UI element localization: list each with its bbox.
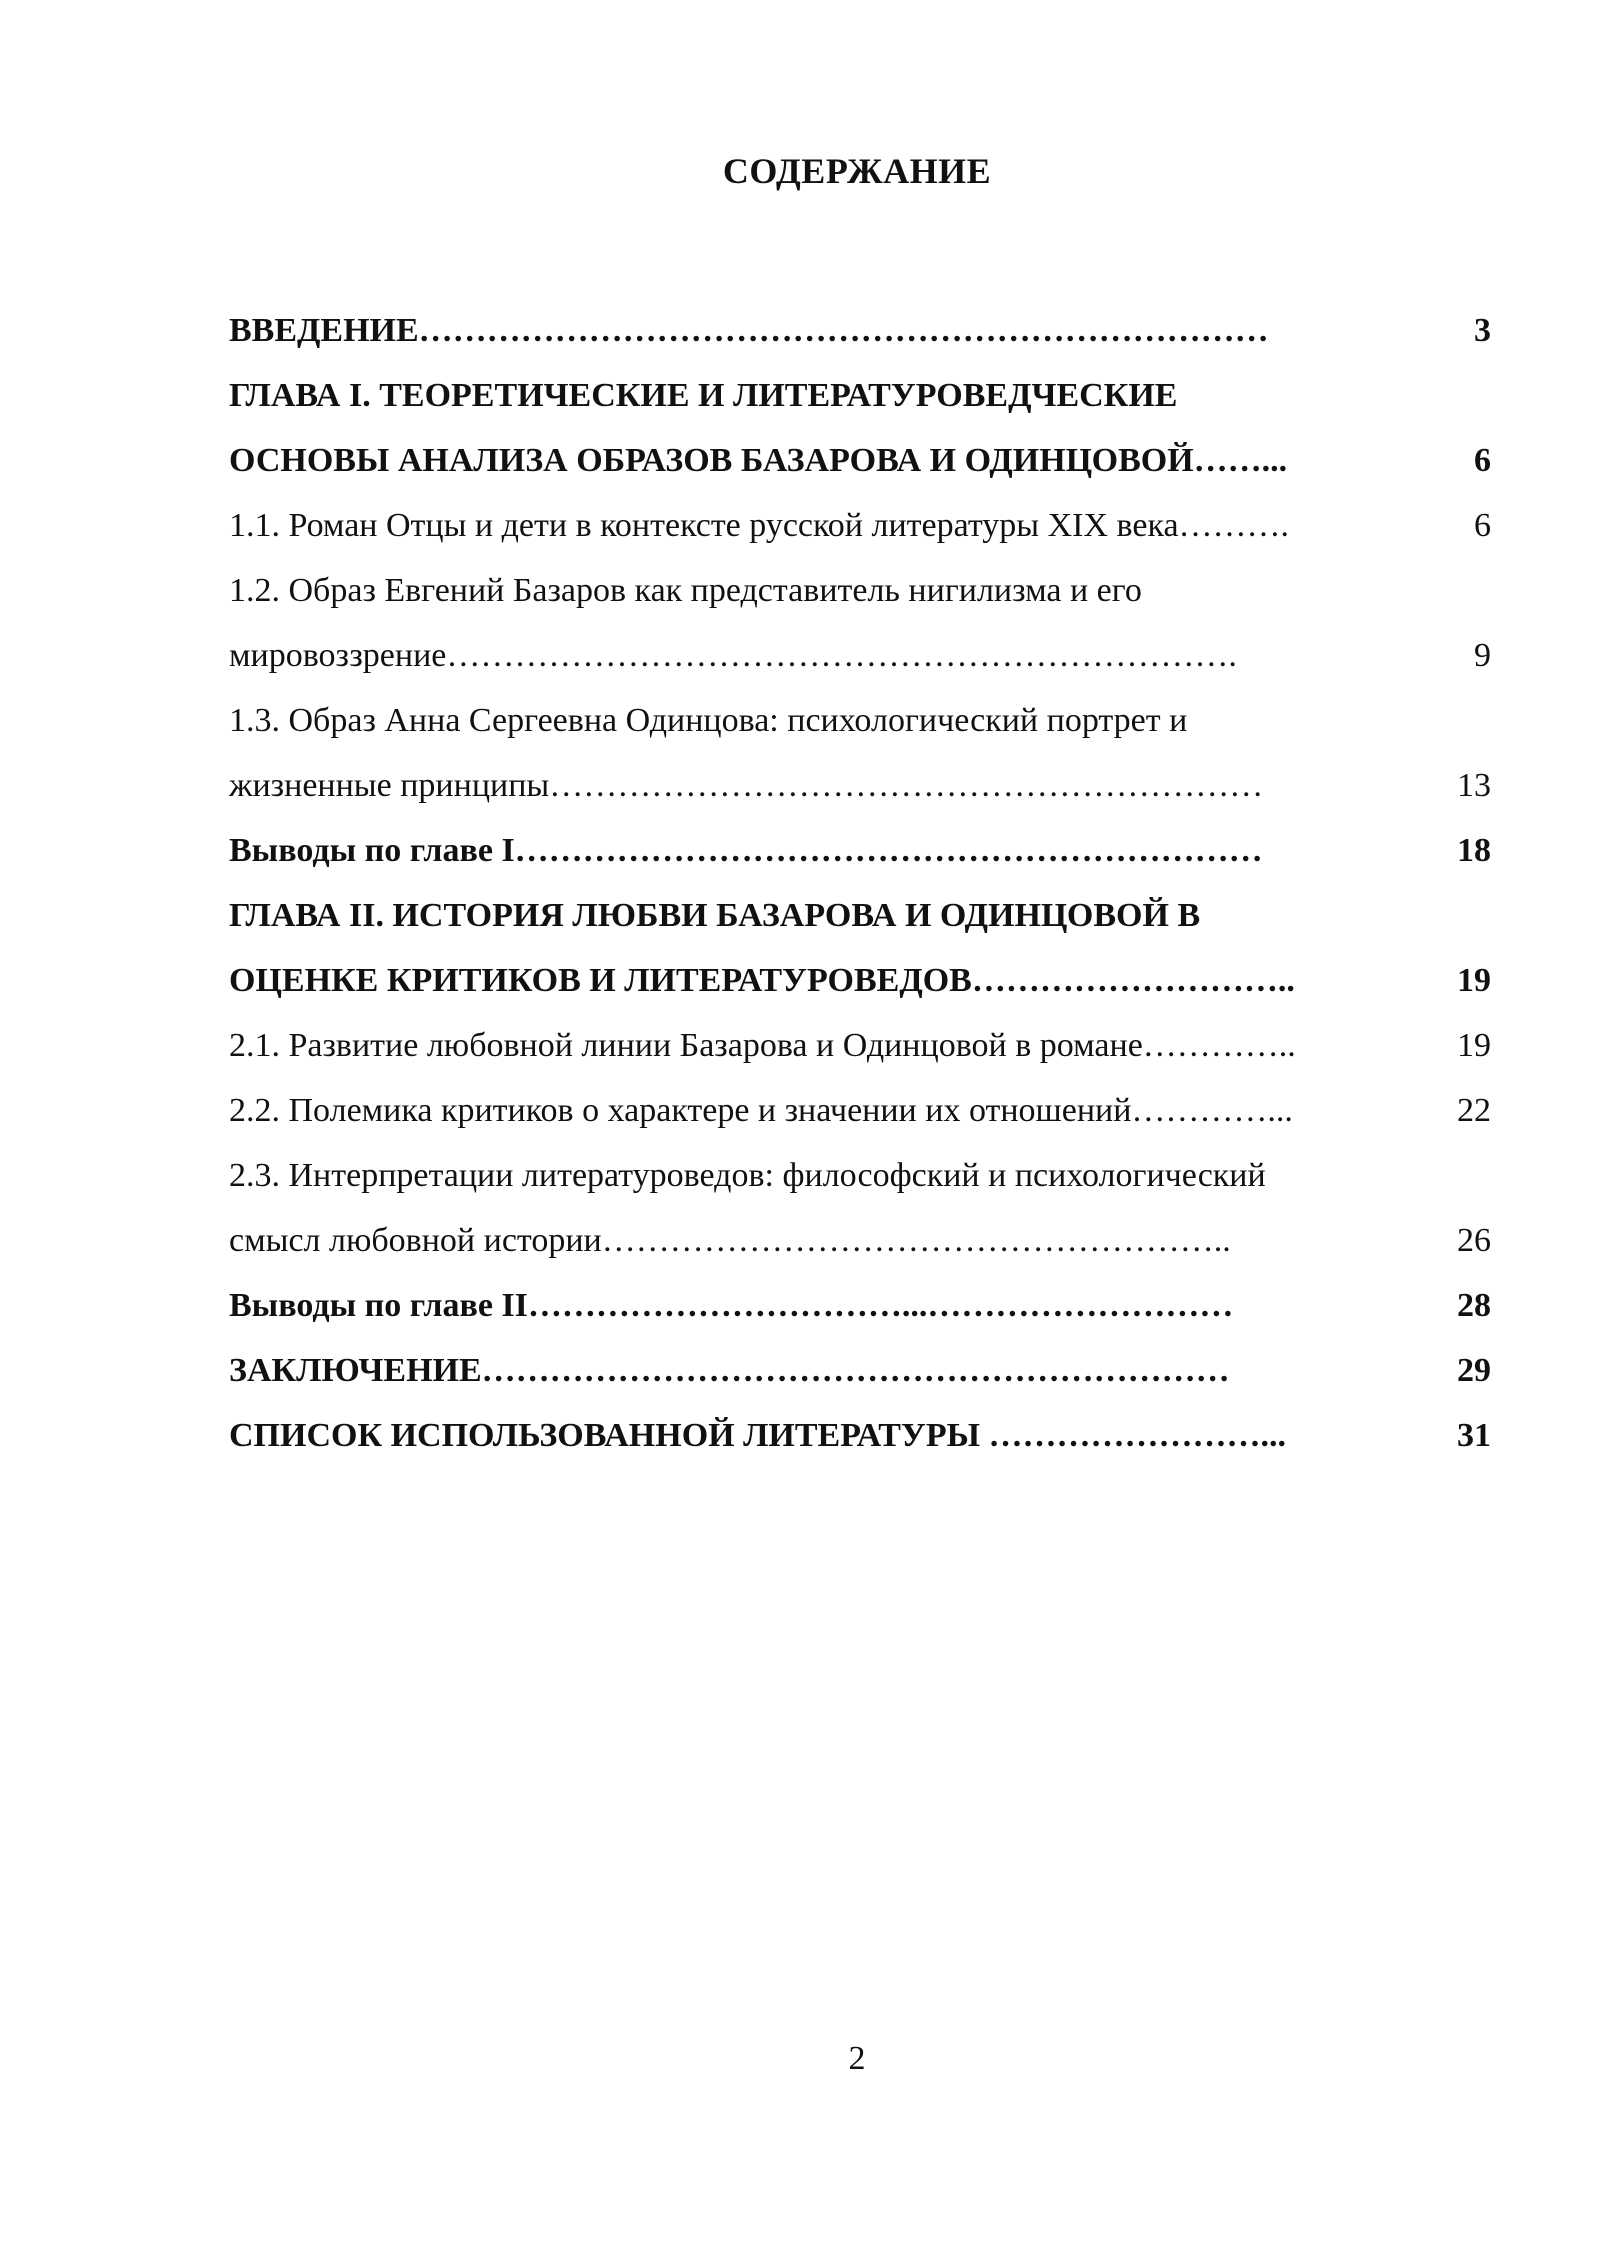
toc-entry-page-number: 19 (1457, 1027, 1491, 1064)
toc-entry-title (229, 1403, 1401, 1468)
toc-entry-line: Выводы по главе II……………………………...……………………… (229, 1287, 1234, 1324)
toc-entry-title (229, 558, 1401, 688)
toc-entry-title (229, 298, 1401, 363)
toc-entry (229, 1403, 1491, 1468)
toc-entry-title (229, 1338, 1401, 1403)
toc-entry (229, 1338, 1491, 1403)
toc-entry (229, 818, 1491, 883)
toc-entry-page-number: 13 (1457, 767, 1491, 804)
toc-entry-title (229, 818, 1401, 883)
toc-entry-line: 1.2. Образ Евгений Базаров как представитель нигилизма и его (229, 572, 1142, 609)
toc-entry-line: Выводы по главе I………………………………………………………… (229, 832, 1263, 869)
toc-entry (229, 1143, 1491, 1273)
toc-entry-title (229, 1273, 1401, 1338)
toc-entry-title (229, 493, 1401, 558)
toc-entry (229, 688, 1491, 818)
toc-entry-page-number: 26 (1457, 1222, 1491, 1259)
page-title: СОДЕРЖАНИЕ (722, 151, 992, 191)
toc-entry-line: ВВЕДЕНИЕ………………………………………………………………… (229, 312, 1269, 349)
toc-entry-title (229, 883, 1401, 1013)
toc-entry-line: ЗАКЛЮЧЕНИЕ………………………………………………………… (229, 1352, 1230, 1389)
toc-entry-line: СПИСОК ИСПОЛЬЗОВАННОЙ ЛИТЕРАТУРЫ ……………………... (229, 1417, 1286, 1454)
toc-entry (229, 883, 1491, 1013)
toc-entry (229, 1078, 1491, 1143)
toc-entry (229, 493, 1491, 558)
toc-entry-page-number: 18 (1457, 832, 1491, 869)
toc-entry-page-number: 28 (1457, 1287, 1491, 1324)
toc-entry-page-number: 31 (1457, 1417, 1491, 1454)
toc-entry (229, 298, 1491, 363)
toc-entry-title (229, 1013, 1401, 1078)
page-number: 2 (848, 2040, 866, 2077)
toc-entry-line: ОЦЕНКЕ КРИТИКОВ И ЛИТЕРАТУРОВЕДОВ……………………….. (229, 962, 1295, 999)
toc-entry-line: ОСНОВЫ АНАЛИЗА ОБРАЗОВ БАЗАРОВА И ОДИНЦОВОЙ……... (229, 442, 1288, 479)
toc-entry-page-number: 9 (1474, 637, 1491, 674)
toc-entry-line: жизненные принципы……………………………………………………… (229, 767, 1264, 804)
toc-entry-line: мировоззрение……………………………………………………………. (229, 637, 1237, 674)
toc-entry-title (229, 1143, 1401, 1273)
toc-entry-title (229, 363, 1401, 493)
toc-entry-title (229, 1078, 1401, 1143)
toc-entry-line: ГЛАВА I. ТЕОРЕТИЧЕСКИЕ И ЛИТЕРАТУРОВЕДЧЕСКИЕ (229, 377, 1178, 414)
toc-entry-title (229, 688, 1401, 818)
toc-entry-page-number: 29 (1457, 1352, 1491, 1389)
toc-entry-line: ГЛАВА II. ИСТОРИЯ ЛЮБВИ БАЗАРОВА И ОДИНЦОВОЙ В (229, 897, 1201, 934)
toc-entry-line: 1.1. Роман Отцы и дети в контексте русской литературы XIX века………. (229, 507, 1290, 544)
toc-entry-line: 2.2. Полемика критиков о характере и значении их отношений…………... (229, 1092, 1293, 1129)
toc-entry-page-number: 6 (1474, 442, 1491, 479)
toc-entry (229, 363, 1491, 493)
table-of-contents (229, 298, 1491, 1468)
toc-entry-line: 1.3. Образ Анна Сергеевна Одинцова: психологический портрет и (229, 702, 1188, 739)
toc-entry-page-number: 22 (1457, 1092, 1491, 1129)
toc-entry (229, 1273, 1491, 1338)
toc-entry (229, 1013, 1491, 1078)
toc-entry-page-number: 19 (1457, 962, 1491, 999)
toc-entry (229, 558, 1491, 688)
toc-entry-page-number: 6 (1474, 507, 1491, 544)
toc-entry-line: 2.3. Интерпретации литературоведов: философский и психологический (229, 1157, 1266, 1194)
toc-entry-line: смысл любовной истории……………………………………………….. (229, 1222, 1231, 1259)
toc-entry-page-number: 3 (1474, 312, 1491, 349)
toc-entry-line: 2.1. Развитие любовной линии Базарова и Одинцовой в романе………….. (229, 1027, 1296, 1064)
